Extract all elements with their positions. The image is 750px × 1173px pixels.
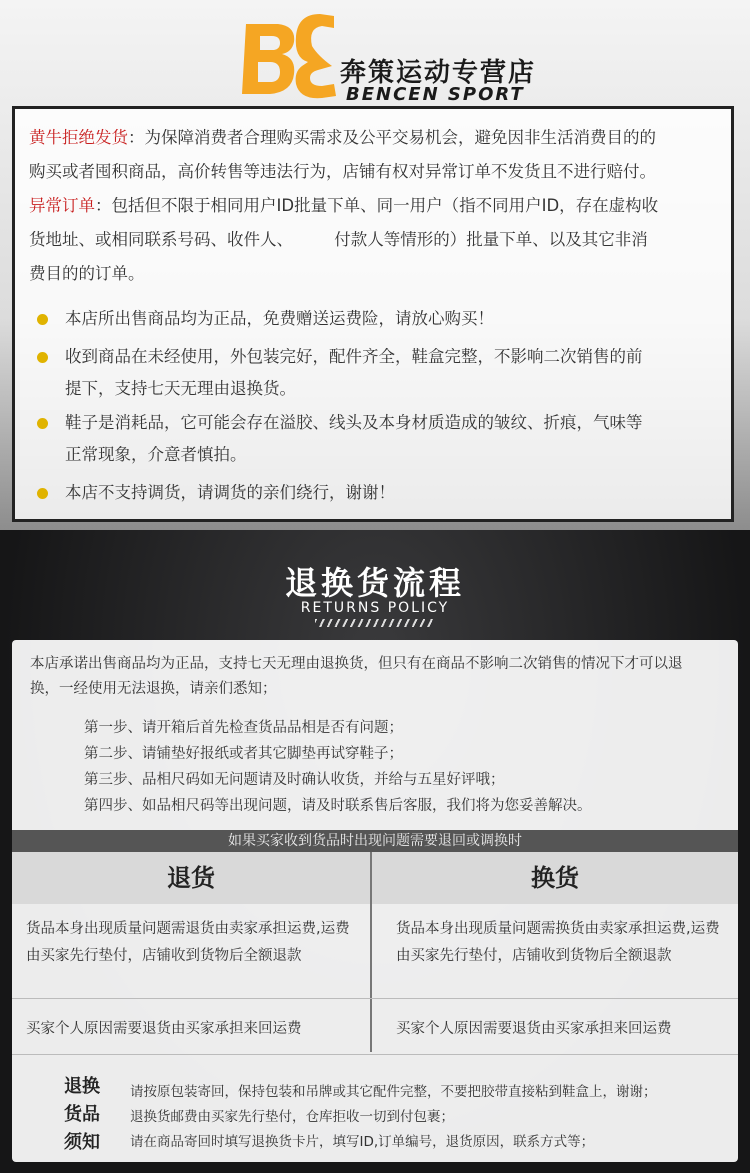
return-personal-cell: 买家个人原因需要退货由买家承担来回运费	[26, 1021, 302, 1037]
return-quality-text: 货品本身出现质量问题需退货由卖家承担运费,运费	[26, 921, 350, 937]
bullet-dot-icon	[37, 488, 48, 499]
returns-intro-line-2: 换，一经使用无法退换，请亲们悉知；	[30, 681, 277, 697]
return-column-header: 退货	[12, 852, 370, 904]
returns-intro-line: 本店承诺出售商品均为正品，支持七天无理由退换货，但只有在商品不影响二次销售的情况下才可以退	[30, 656, 683, 672]
brand-name-en: BENCEN SPORT	[346, 84, 525, 105]
return-quality-text-2: 由买家先行垫付，店铺收到货物后全额退款	[26, 948, 302, 964]
brand-logo	[238, 6, 538, 105]
scalper-notice-text-2: 购买或者囤积商品，高价转售等违法行为，店铺有权对异常订单不发货且不进行赔付。	[29, 162, 656, 181]
returns-policy-panel	[12, 640, 738, 1162]
return-step-2: 第二步、请铺垫好报纸或者其它脚垫再试穿鞋子；	[84, 746, 403, 762]
abnormal-order-text-2: 货地址、或相同联系号码、收件人、 付款人等情形的）批量下单、以及其它非消	[29, 230, 648, 249]
bullet-text-2: 正常现象，介意者慎拍。	[65, 445, 247, 464]
bencen-logo-icon	[238, 6, 338, 102]
bullet-dot-icon	[37, 314, 48, 325]
bullet-text: 本店所出售商品均为正品，免费赠送运费险，请放心购买！	[65, 309, 494, 328]
return-notice-line: 请在商品寄回时填写退换货卡片，填写ID,订单编号，退货原因，联系方式等；	[130, 1134, 595, 1150]
brand-name-cn: 奔策运动专营店	[340, 58, 537, 88]
scalper-notice	[29, 121, 721, 189]
return-quality-cell	[12, 916, 370, 970]
bullet-text: 收到商品在未经使用，外包装完好，配件齐全，鞋盒完整，不影响二次销售的前	[65, 347, 643, 366]
returns-title: 退换货流程	[284, 564, 465, 602]
return-step-3: 第三步、品相尺码如无问题请及时确认收货，并给与五星好评哦；	[84, 772, 505, 788]
bullet-text: 本店不支持调货，请调货的亲们绕行，谢谢！	[65, 483, 395, 502]
bullet-dot-icon	[37, 418, 48, 429]
table-bottom-divider	[12, 1054, 738, 1055]
bullet-dot-icon	[37, 352, 48, 363]
purchase-notice-card	[12, 106, 734, 522]
exchange-quality-text: 货品本身出现质量问题需换货由卖家承担运费,运费	[396, 921, 720, 937]
decorative-hatch	[315, 619, 435, 627]
return-condition-bar: 如果买家收到货品时出现问题需要退回或调换时	[12, 830, 738, 852]
return-notice-line: 请按原包装寄回，保持包装和吊牌或其它配件完整，不要把胶带直接粘到鞋盒上，谢谢；	[130, 1084, 657, 1100]
exchange-quality-text-2: 由买家先行垫付，店铺收到货物后全额退款	[396, 948, 672, 964]
return-notice-line: 退换货邮费由买家先行垫付，仓库拒收一切到付包裹；	[130, 1109, 454, 1125]
table-divider	[370, 852, 372, 1052]
return-step-4: 第四步、如品相尺码等出现问题，请及时联系售后客服，我们将为您妥善解决。	[84, 798, 592, 814]
exchange-column-header: 换货	[372, 852, 738, 904]
table-row-divider	[12, 998, 738, 999]
scalper-notice-text: ：为保障消费者合理购买需求及公平交易机会，避免因非生活消费目的的	[128, 128, 656, 147]
return-notice-label: 退换	[64, 1076, 100, 1097]
bullet-text-2: 提下，支持七天无理由退换货。	[65, 379, 296, 398]
bullet-text: 鞋子是消耗品，它可能会存在溢胶、线头及本身材质造成的皱纹、折痕，气味等	[65, 413, 643, 432]
abnormal-order-text-3: 费目的的订单。	[29, 264, 145, 283]
return-notice-label: 须知	[64, 1132, 100, 1153]
return-notice-label: 货品	[64, 1104, 100, 1125]
return-step-1: 第一步、请开箱后首先检查货品品相是否有问题；	[84, 720, 403, 736]
returns-intro	[30, 652, 720, 702]
returns-subtitle: RETURNS POLICY	[300, 600, 450, 616]
abnormal-order-label: 异常订单	[29, 196, 95, 215]
abnormal-order-notice	[29, 189, 721, 291]
exchange-quality-cell	[382, 916, 738, 970]
exchange-personal-cell: 买家个人原因需要退货由买家承担来回运费	[396, 1021, 672, 1037]
abnormal-order-text: ：包括但不限于相同用户ID批量下单、同一用户（指不同用户ID，存在虚构收	[95, 196, 659, 215]
scalper-notice-label: 黄牛拒绝发货	[29, 128, 128, 147]
